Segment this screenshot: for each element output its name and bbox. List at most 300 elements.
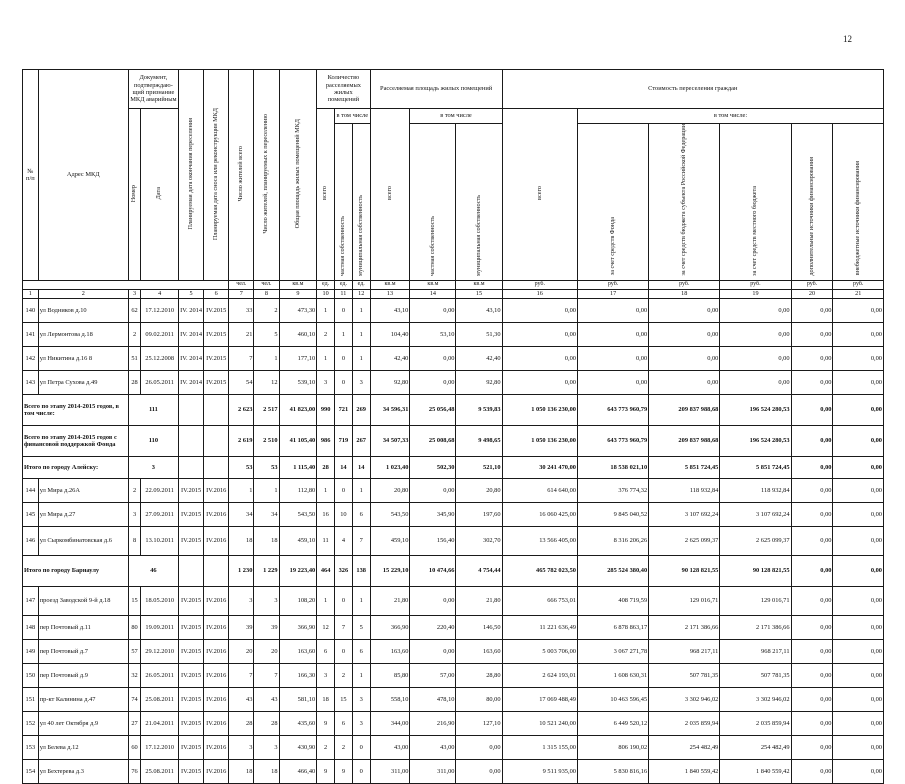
cell-q-mun: 0 [352, 735, 370, 759]
row-relocation-date: IV. 2014 [179, 322, 204, 346]
row-address: ул Водников д.10 [38, 298, 128, 322]
cell-c-fund: 1 608 630,31 [577, 663, 648, 687]
unit-label: ед. [335, 280, 353, 289]
table-row [23, 711, 884, 735]
cell-a-priv: 0,00 [410, 298, 456, 322]
cell-c-add: 0,00 [791, 711, 833, 735]
cell-c-loc: 254 482,49 [720, 735, 791, 759]
column-numbers-row [23, 289, 884, 298]
cell-q-all: 9 [317, 711, 335, 735]
cell-c-loc: 0,00 [720, 298, 791, 322]
cell-c-all: 5 003 706,00 [502, 639, 577, 663]
row-demolition-date: IV.2016 [204, 687, 229, 711]
cell-c-all: 11 221 636,49 [502, 615, 577, 639]
cell-q-mun: 7 [352, 526, 370, 555]
cell-res: 53 [229, 456, 254, 478]
cell-res: 3 [229, 586, 254, 615]
row-doc-number: 60 [128, 735, 141, 759]
cell-c-fund: 9 845 040,52 [577, 502, 648, 526]
row-address: пер Почтовый д.9 [38, 663, 128, 687]
row-demolition-date: IV.2016 [204, 615, 229, 639]
cell-c-subj: 209 837 988,68 [649, 394, 720, 425]
cell-a-mun: 42,40 [456, 346, 502, 370]
header-planned-demolition: Планируемая дата сноса или реконструкции МКД [204, 70, 229, 281]
summary-row [23, 394, 884, 425]
row-doc-date: 26.05.2011 [141, 663, 179, 687]
cell-q-priv: 0 [335, 586, 353, 615]
cell-q-priv: 0 [335, 370, 353, 394]
cell-c-all: 0,00 [502, 322, 577, 346]
column-number: 1 [23, 289, 39, 298]
summary-label: Всего по этапу 2014-2015 годов с финансовой поддержкой Фонда [23, 425, 129, 456]
cell-q-all: 6 [317, 639, 335, 663]
cell-c-loc: 0,00 [720, 346, 791, 370]
row-doc-date: 21.04.2011 [141, 711, 179, 735]
cell-q-priv: 0 [335, 639, 353, 663]
cell-a-priv: 53,10 [410, 322, 456, 346]
cell-a-mun: 92,80 [456, 370, 502, 394]
cell-c-add: 0,00 [791, 735, 833, 759]
cell-res: 21 [229, 322, 254, 346]
row-demolition-date: IV.2015 [204, 346, 229, 370]
cell-c-loc: 0,00 [720, 322, 791, 346]
unit-label: руб. [649, 280, 720, 289]
row-demolition-date: IV.2016 [204, 639, 229, 663]
cell-a-all: 20,80 [370, 478, 410, 502]
header-cost-extrabudget: внебюджетные источники финансирования [833, 124, 884, 281]
row-relocation-date: IV. 2014 [179, 298, 204, 322]
row-doc-number: 80 [128, 615, 141, 639]
table-row [23, 639, 884, 663]
header-qty-incl: в том числе [335, 109, 371, 124]
row-number: 151 [23, 687, 39, 711]
cell-a-mun: 21,80 [456, 586, 502, 615]
cell-res: 28 [229, 711, 254, 735]
row-address: пер Почтовый д.11 [38, 615, 128, 639]
cell-a-priv: 216,90 [410, 711, 456, 735]
cell-c-add: 0,00 [791, 298, 833, 322]
cell-c-add: 0,00 [791, 370, 833, 394]
empty-cell [179, 394, 204, 425]
row-number: 154 [23, 759, 39, 783]
column-number: 7 [229, 289, 254, 298]
unit-label: ед. [317, 280, 335, 289]
cell-c-all: 30 241 470,00 [502, 456, 577, 478]
row-doc-number: 32 [128, 663, 141, 687]
row-relocation-date: IV.2015 [179, 586, 204, 615]
empty-cell [204, 394, 229, 425]
cell-q-all: 2 [317, 735, 335, 759]
cell-c-all: 17 069 488,49 [502, 687, 577, 711]
row-doc-number: 74 [128, 687, 141, 711]
cell-plan: 1 [254, 478, 279, 502]
column-number: 5 [179, 289, 204, 298]
unit-label: чел. [254, 280, 279, 289]
cell-area: 366,90 [279, 615, 317, 639]
row-demolition-date: IV.2016 [204, 735, 229, 759]
cell-c-all: 666 753,01 [502, 586, 577, 615]
header-cost-all: всего [502, 109, 577, 281]
cell-plan: 18 [254, 759, 279, 783]
header-area-all: всего [370, 109, 410, 281]
row-relocation-date: IV.2015 [179, 687, 204, 711]
column-number: 2 [38, 289, 128, 298]
cell-q-priv: 9 [335, 759, 353, 783]
summary-count: 3 [128, 456, 178, 478]
row-relocation-date: IV. 2014 [179, 370, 204, 394]
cell-q-priv: 2 [335, 663, 353, 687]
cell-a-mun: 43,10 [456, 298, 502, 322]
row-doc-number: 27 [128, 711, 141, 735]
units-blank [23, 280, 229, 289]
row-number: 140 [23, 298, 39, 322]
summary-row [23, 456, 884, 478]
cell-q-all: 1 [317, 346, 335, 370]
cell-a-all: 311,00 [370, 759, 410, 783]
cell-a-priv: 10 474,66 [410, 555, 456, 586]
cell-q-priv: 326 [335, 555, 353, 586]
cell-res: 2 623 [229, 394, 254, 425]
cell-q-priv: 14 [335, 456, 353, 478]
cell-plan: 3 [254, 586, 279, 615]
cell-c-subj: 507 781,35 [649, 663, 720, 687]
row-doc-date: 25.08.2011 [141, 687, 179, 711]
row-doc-number: 2 [128, 322, 141, 346]
cell-a-mun: 20,80 [456, 478, 502, 502]
cell-q-mun: 3 [352, 711, 370, 735]
cell-c-subj: 0,00 [649, 298, 720, 322]
unit-label: руб. [791, 280, 833, 289]
cell-a-all: 34 596,31 [370, 394, 410, 425]
cell-c-all: 465 782 023,50 [502, 555, 577, 586]
cell-plan: 5 [254, 322, 279, 346]
header-cost-extra: дополнительные источники финансирования [791, 124, 833, 281]
cell-area: 435,60 [279, 711, 317, 735]
row-address: ул Белева д.12 [38, 735, 128, 759]
header-cost-subject: за счет средств бюджета субъекта Российской Федерации [649, 124, 720, 281]
row-relocation-date: IV.2015 [179, 502, 204, 526]
cell-c-loc: 196 524 280,53 [720, 425, 791, 456]
cell-c-all: 1 315 155,00 [502, 735, 577, 759]
cell-q-mun: 1 [352, 346, 370, 370]
cell-c-ext: 0,00 [833, 370, 884, 394]
column-number: 4 [141, 289, 179, 298]
cell-a-all: 344,00 [370, 711, 410, 735]
cell-a-mun: 28,80 [456, 663, 502, 687]
row-doc-number: 28 [128, 370, 141, 394]
unit-label: чел. [229, 280, 254, 289]
row-address: пер Почтовый д.7 [38, 639, 128, 663]
cell-c-all: 1 050 136 230,00 [502, 394, 577, 425]
cell-c-fund: 10 463 596,45 [577, 687, 648, 711]
cell-plan: 34 [254, 502, 279, 526]
cell-q-all: 12 [317, 615, 335, 639]
cell-c-loc: 5 851 724,45 [720, 456, 791, 478]
cell-c-loc: 118 932,84 [720, 478, 791, 502]
cell-c-fund: 0,00 [577, 298, 648, 322]
cell-c-fund: 0,00 [577, 370, 648, 394]
cell-c-all: 1 050 136 230,00 [502, 425, 577, 456]
cell-c-fund: 18 538 021,10 [577, 456, 648, 478]
cell-a-mun: 0,00 [456, 735, 502, 759]
cell-a-priv: 0,00 [410, 478, 456, 502]
cell-a-all: 543,50 [370, 502, 410, 526]
cell-q-mun: 3 [352, 687, 370, 711]
cell-res: 39 [229, 615, 254, 639]
cell-q-priv: 0 [335, 478, 353, 502]
cell-c-loc: 2 625 099,37 [720, 526, 791, 555]
row-number: 147 [23, 586, 39, 615]
cell-res: 54 [229, 370, 254, 394]
cell-a-mun: 9 498,65 [456, 425, 502, 456]
header-planned-relocation: Планируемая дата окончания переселения [179, 70, 204, 281]
cell-res: 43 [229, 687, 254, 711]
cell-a-all: 15 229,10 [370, 555, 410, 586]
cell-a-priv: 156,40 [410, 526, 456, 555]
cell-c-fund: 643 773 960,79 [577, 425, 648, 456]
cell-a-mun: 302,70 [456, 526, 502, 555]
header-qty-group: Количество расселяемых жилых помещений [317, 70, 370, 109]
cell-c-all: 614 640,00 [502, 478, 577, 502]
unit-label: кв.м [370, 280, 410, 289]
cell-c-fund: 408 719,59 [577, 586, 648, 615]
cell-q-mun: 267 [352, 425, 370, 456]
row-doc-date: 26.05.2011 [141, 370, 179, 394]
row-relocation-date: IV. 2014 [179, 346, 204, 370]
cell-c-subj: 1 840 559,42 [649, 759, 720, 783]
cell-c-subj: 0,00 [649, 370, 720, 394]
cell-c-subj: 90 128 821,55 [649, 555, 720, 586]
cell-c-ext: 0,00 [833, 298, 884, 322]
cell-c-subj: 2 035 859,94 [649, 711, 720, 735]
cell-c-subj: 0,00 [649, 346, 720, 370]
cell-c-loc: 2 035 859,94 [720, 711, 791, 735]
row-number: 141 [23, 322, 39, 346]
cell-a-all: 163,60 [370, 639, 410, 663]
column-number: 16 [502, 289, 577, 298]
cell-a-all: 104,40 [370, 322, 410, 346]
table-row [23, 370, 884, 394]
column-number: 14 [410, 289, 456, 298]
cell-a-all: 43,10 [370, 298, 410, 322]
empty-cell [179, 456, 204, 478]
unit-label: кв.м [456, 280, 502, 289]
row-doc-number: 57 [128, 639, 141, 663]
row-address: пр-кт Калинина д.47 [38, 687, 128, 711]
row-doc-number: 76 [128, 759, 141, 783]
unit-label: кв.м [410, 280, 456, 289]
cell-plan: 2 517 [254, 394, 279, 425]
cell-a-priv: 0,00 [410, 370, 456, 394]
cell-q-priv: 15 [335, 687, 353, 711]
cell-q-mun: 1 [352, 586, 370, 615]
cell-c-all: 10 521 240,00 [502, 711, 577, 735]
row-doc-number: 15 [128, 586, 141, 615]
cell-c-subj: 209 837 988,68 [649, 425, 720, 456]
cell-c-subj: 118 932,84 [649, 478, 720, 502]
cell-c-subj: 254 482,49 [649, 735, 720, 759]
unit-label: руб. [502, 280, 577, 289]
cell-c-loc: 196 524 280,53 [720, 394, 791, 425]
row-relocation-date: IV.2015 [179, 478, 204, 502]
row-doc-date: 13.10.2011 [141, 526, 179, 555]
cell-area: 1 115,40 [279, 456, 317, 478]
cell-c-add: 0,00 [791, 346, 833, 370]
column-number: 9 [279, 289, 317, 298]
cell-c-add: 0,00 [791, 555, 833, 586]
cell-area: 539,10 [279, 370, 317, 394]
cell-q-mun: 6 [352, 639, 370, 663]
row-number: 148 [23, 615, 39, 639]
row-doc-number: 62 [128, 298, 141, 322]
cell-area: 177,10 [279, 346, 317, 370]
summary-label: Всего по этапу 2014-2015 годов, в том числе: [23, 394, 129, 425]
table-row [23, 687, 884, 711]
row-address: ул Мира д.27 [38, 502, 128, 526]
summary-count: 110 [128, 425, 178, 456]
units-row [23, 280, 884, 289]
cell-a-all: 85,80 [370, 663, 410, 687]
cell-a-priv: 502,30 [410, 456, 456, 478]
cell-c-fund: 376 774,32 [577, 478, 648, 502]
cell-area: 473,30 [279, 298, 317, 322]
summary-count: 46 [128, 555, 178, 586]
cell-a-all: 34 507,33 [370, 425, 410, 456]
cell-c-subj: 0,00 [649, 322, 720, 346]
cell-plan: 7 [254, 663, 279, 687]
header-total-area: Общая площадь жилых помещений МКД [279, 70, 317, 281]
cell-q-mun: 269 [352, 394, 370, 425]
cell-q-mun: 1 [352, 478, 370, 502]
row-relocation-date: IV.2015 [179, 759, 204, 783]
cell-a-mun: 163,60 [456, 639, 502, 663]
header-area-group: Расселяемая площадь жилых помещений [370, 70, 502, 109]
header-doc-date: Дата [141, 109, 179, 281]
table-row [23, 586, 884, 615]
cell-c-add: 0,00 [791, 663, 833, 687]
header-no: № п/п [23, 70, 39, 281]
row-relocation-date: IV.2015 [179, 615, 204, 639]
cell-q-priv: 10 [335, 502, 353, 526]
cell-q-all: 2 [317, 322, 335, 346]
cell-c-ext: 0,00 [833, 346, 884, 370]
cell-q-all: 1 [317, 586, 335, 615]
cell-area: 581,10 [279, 687, 317, 711]
table-row [23, 526, 884, 555]
cell-plan: 2 510 [254, 425, 279, 456]
cell-q-priv: 719 [335, 425, 353, 456]
row-address: ул Никитина д.16 8 [38, 346, 128, 370]
row-doc-date: 18.05.2010 [141, 586, 179, 615]
row-doc-date: 19.09.2011 [141, 615, 179, 639]
cell-a-mun: 0,00 [456, 759, 502, 783]
cell-c-fund: 285 524 380,40 [577, 555, 648, 586]
cell-q-mun: 1 [352, 322, 370, 346]
cell-c-ext: 0,00 [833, 735, 884, 759]
cell-plan: 1 229 [254, 555, 279, 586]
summary-row [23, 425, 884, 456]
column-number: 17 [577, 289, 648, 298]
cell-a-all: 366,90 [370, 615, 410, 639]
cell-q-priv: 0 [335, 298, 353, 322]
cell-q-all: 11 [317, 526, 335, 555]
cell-a-mun: 4 754,44 [456, 555, 502, 586]
row-address: ул Мира д.26А [38, 478, 128, 502]
header-doc-number: Номер [128, 109, 141, 281]
row-number: 149 [23, 639, 39, 663]
cell-area: 112,80 [279, 478, 317, 502]
header-area-private: частная собственность [410, 124, 456, 281]
unit-label: кв.м [279, 280, 317, 289]
row-demolition-date: IV.2015 [204, 370, 229, 394]
cell-a-priv: 0,00 [410, 639, 456, 663]
cell-c-all: 0,00 [502, 346, 577, 370]
table-row [23, 759, 884, 783]
cell-q-all: 28 [317, 456, 335, 478]
cell-c-all: 16 060 425,00 [502, 502, 577, 526]
header-cost-fund: за счет средств Фонда [577, 124, 648, 281]
cell-area: 41 105,40 [279, 425, 317, 456]
table-body [23, 298, 884, 783]
cell-a-all: 92,80 [370, 370, 410, 394]
cell-q-priv: 1 [335, 322, 353, 346]
cell-c-subj: 129 016,71 [649, 586, 720, 615]
cell-c-add: 0,00 [791, 759, 833, 783]
cell-q-all: 18 [317, 687, 335, 711]
unit-label: руб. [720, 280, 791, 289]
cell-q-mun: 14 [352, 456, 370, 478]
table-row [23, 322, 884, 346]
summary-count: 111 [128, 394, 178, 425]
cell-plan: 18 [254, 526, 279, 555]
row-address: ул Петра Сухова д.49 [38, 370, 128, 394]
cell-c-fund: 806 190,02 [577, 735, 648, 759]
cell-c-all: 0,00 [502, 370, 577, 394]
empty-cell [204, 425, 229, 456]
cell-a-all: 459,10 [370, 526, 410, 555]
table-row [23, 735, 884, 759]
cell-plan: 12 [254, 370, 279, 394]
column-number: 19 [720, 289, 791, 298]
unit-label: руб. [577, 280, 648, 289]
cell-a-all: 21,80 [370, 586, 410, 615]
row-number: 150 [23, 663, 39, 687]
table-row [23, 298, 884, 322]
cell-a-priv: 345,90 [410, 502, 456, 526]
summary-label: Итого по городу Барнаулу [23, 555, 129, 586]
cell-c-add: 0,00 [791, 478, 833, 502]
page-number: 12 [843, 34, 852, 44]
column-number: 15 [456, 289, 502, 298]
cell-q-priv: 7 [335, 615, 353, 639]
unit-label: руб. [833, 280, 884, 289]
cell-a-priv: 220,40 [410, 615, 456, 639]
cell-res: 7 [229, 346, 254, 370]
cell-c-ext: 0,00 [833, 555, 884, 586]
cell-q-all: 16 [317, 502, 335, 526]
cell-c-ext: 0,00 [833, 586, 884, 615]
cell-res: 7 [229, 663, 254, 687]
cell-a-all: 43,00 [370, 735, 410, 759]
cell-c-ext: 0,00 [833, 711, 884, 735]
cell-c-ext: 0,00 [833, 687, 884, 711]
cell-c-ext: 0,00 [833, 478, 884, 502]
cell-q-all: 3 [317, 663, 335, 687]
cell-c-subj: 5 851 724,45 [649, 456, 720, 478]
cell-q-priv: 4 [335, 526, 353, 555]
column-number: 6 [204, 289, 229, 298]
cell-c-loc: 90 128 821,55 [720, 555, 791, 586]
